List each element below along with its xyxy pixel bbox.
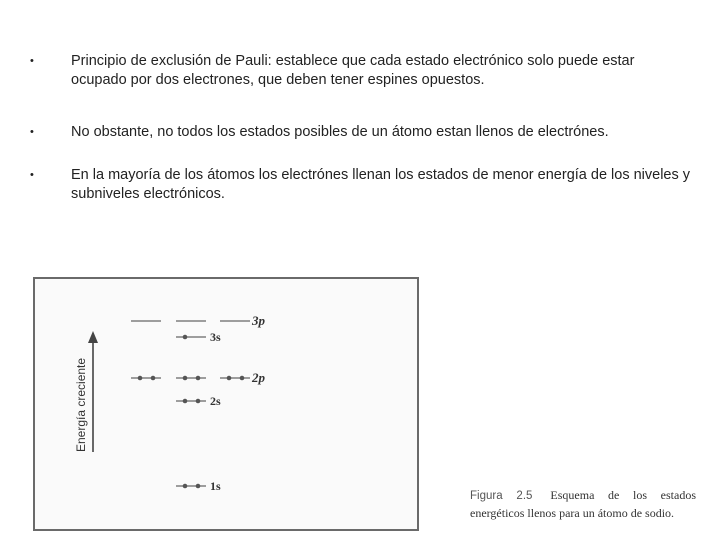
bullet-item <box>30 123 690 142</box>
electron <box>227 376 232 381</box>
electron <box>240 376 245 381</box>
level-label-1s: 1s <box>210 479 221 493</box>
electron <box>183 399 188 404</box>
electron <box>151 376 156 381</box>
level-1s <box>176 479 221 493</box>
level-2s <box>176 394 221 408</box>
bullet-text: En la mayoría de los átomos los electrónes llenan los estados de menor energía de los niveles y subniveles electrónicos. <box>71 167 691 202</box>
bullet-marker: • <box>30 55 34 67</box>
level-label-3s: 3s <box>210 330 221 344</box>
level-label-2p: 2p <box>252 370 265 385</box>
electron <box>183 335 188 340</box>
bullet-text: Principio de exclusión de Pauli: establece que cada estado electrónico solo puede estar ocupado por dos electrones, que deben tener espines opuestos. <box>71 53 635 88</box>
level-label-2s: 2s <box>210 394 221 408</box>
energy-axis-arrowhead <box>88 331 98 343</box>
bullet-list <box>30 52 690 204</box>
electron <box>196 376 201 381</box>
level-3p <box>131 313 266 328</box>
bullet-item <box>30 52 690 90</box>
caption-text: Esquema de los estados energéticos llenos para un átomo de sodio. <box>470 488 696 520</box>
electron <box>138 376 143 381</box>
electron <box>183 376 188 381</box>
level-3s <box>176 330 221 344</box>
level-label-3p: 3p <box>252 313 265 328</box>
bullet-marker: • <box>30 126 34 138</box>
bullet-item <box>30 166 690 204</box>
figure-caption <box>470 487 696 522</box>
axis-label: Energía creciente <box>74 357 88 452</box>
caption-label: Figura 2.5 <box>470 490 533 502</box>
bullet-marker: • <box>30 169 34 181</box>
electron <box>196 484 201 489</box>
electron <box>183 484 188 489</box>
bullet-text: No obstante, no todos los estados posibles de un átomo estan llenos de electrónes. <box>71 124 609 140</box>
electron <box>196 399 201 404</box>
level-2p <box>131 370 266 385</box>
energy-level-diagram <box>33 277 419 531</box>
